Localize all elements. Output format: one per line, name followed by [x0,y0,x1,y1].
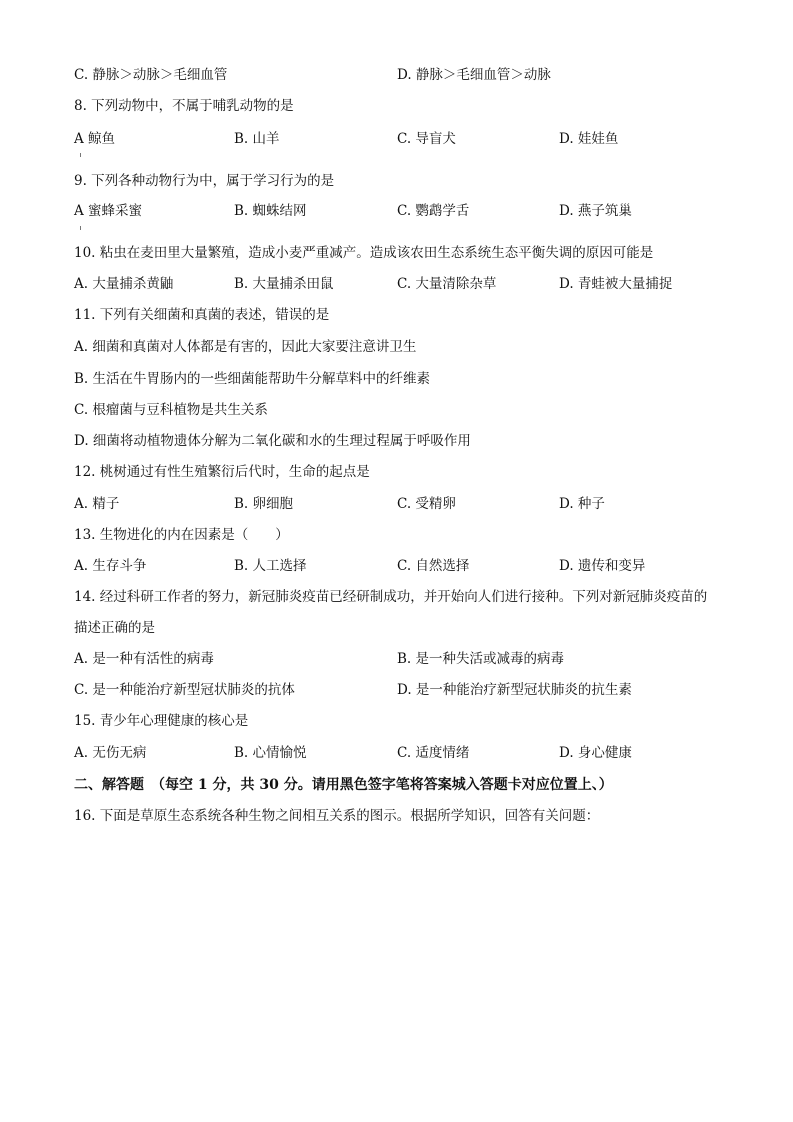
q8-options-row [74,128,719,150]
q13-option-a: A. 生存斗争 [74,558,147,574]
q11-stem: 11. 下列有关细菌和真菌的表述，错误的是 [74,307,330,323]
q9-option-d: D. 燕子筑巢 [559,203,632,219]
q12-option-d: D. 种子 [559,496,605,512]
scan-mark [80,226,81,230]
q8-option-a: A 鲸鱼 [74,131,116,147]
q14-stem-line2: 描述正确的是 [74,620,155,636]
q11-option-d: D. 细菌将动植物遗体分解为二氧化碳和水的生理过程属于呼吸作用 [74,433,471,449]
q13-stem: 13. 生物进化的内在因素是（ ） [74,527,289,543]
q11-option-c: C. 根瘤菌与豆科植物是共生关系 [74,402,268,418]
q10-options-row [74,273,719,295]
q16-stem: 16. 下面是草原生态系统各种生物之间相互关系的图示。根据所学知识，回答有关问题： [74,808,600,824]
q14-option-b: B. 是一种失活或减毒的病毒 [397,651,565,667]
q10-option-a: A. 大量捕杀黄鼬 [74,276,174,292]
q15-option-c: C. 适度情绪 [397,745,470,761]
q12-stem: 12. 桃树通过有性生殖繁衍后代时，生命的起点是 [74,464,370,480]
q15-option-b: B. 心情愉悦 [234,745,307,761]
q7-option-d: D. 静脉＞毛细血管＞动脉 [397,67,551,83]
q12-option-a: A. 精子 [74,496,120,512]
q14-stem-line1: 14. 经过科研工作者的努力，新冠肺炎疫苗已经研制成功，并开始向人们进行接种。下列对新冠肺炎疫苗的 [74,589,708,605]
q9-option-b: B. 蜘蛛结网 [234,203,307,219]
q14-options-row2 [74,679,719,701]
q11-option-b: B. 生活在牛胃肠内的一些细菌能帮助牛分解草料中的纤维素 [74,371,431,387]
q13-option-b: B. 人工选择 [234,558,307,574]
section-heading: 二、解答题 （每空 1 分，共 30 分。请用黑色签字笔将答案城入答题卡对应位置上、） [74,777,613,793]
q10-option-d: D. 青蛙被大量捕捉 [559,276,673,292]
q12-option-c: C. 受精卵 [397,496,456,512]
q10-option-c: C. 大量清除杂草 [397,276,497,292]
q11-option-a: A. 细菌和真菌对人体都是有害的，因此大家要注意讲卫生 [74,339,417,355]
q10-stem: 10. 粘虫在麦田里大量繁殖，造成小麦严重减产。造成该农田生态系统生态平衡失调的原因可能是 [74,245,654,261]
q13-options-row [74,555,719,577]
q8-option-d: D. 娃娃鱼 [559,131,619,147]
q15-stem: 15. 青少年心理健康的核心是 [74,713,249,729]
q8-stem: 8. 下列动物中，不属于哺乳动物的是 [74,98,294,114]
scan-mark [80,153,81,157]
q15-option-a: A. 无伤无病 [74,745,147,761]
q14-option-d: D. 是一种能治疗新型冠状肺炎的抗生素 [397,682,632,698]
q12-options-row [74,493,719,515]
q10-option-b: B. 大量捕杀田鼠 [234,276,334,292]
q9-option-c: C. 鹦鹉学舌 [397,203,470,219]
q9-options-row [74,200,719,222]
q12-option-b: B. 卵细胞 [234,496,294,512]
q15-option-d: D. 身心健康 [559,745,632,761]
q7-options-row [74,64,719,86]
q8-option-b: B. 山羊 [234,131,280,147]
q13-option-d: D. 遗传和变异 [559,558,646,574]
q7-option-c: C. 静脉＞动脉＞毛细血管 [74,67,228,83]
q13-option-c: C. 自然选择 [397,558,470,574]
q9-stem: 9. 下列各种动物行为中，属于学习行为的是 [74,173,335,189]
q9-option-a: A 蜜蜂采蜜 [74,203,143,219]
q14-options-row1 [74,648,719,670]
q14-option-c: C. 是一种能治疗新型冠状肺炎的抗体 [74,682,295,698]
q14-option-a: A. 是一种有活性的病毒 [74,651,214,667]
q15-options-row [74,742,719,764]
q8-option-c: C. 导盲犬 [397,131,456,147]
